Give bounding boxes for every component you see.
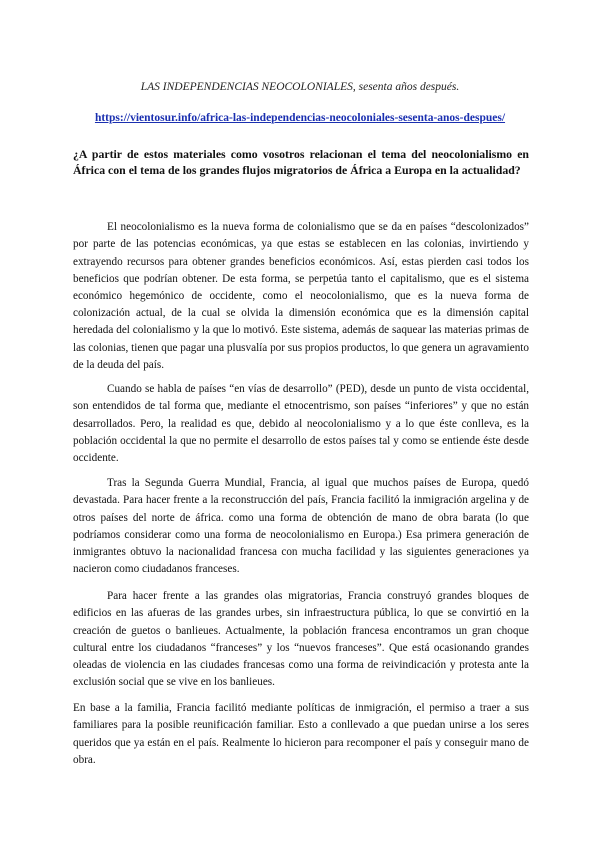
paragraph-banlieues: Para hacer frente a las grandes olas migratorias, Francia construyó grandes bloques de edificios en las afueras de las grandes urbes, sin infraestructura pública, lo que se convirtió en la creación de guetos o banlieues. Actualmente, la población francesa encontramos un gran choque cultural entre los ciudadanos “franceses” y los “nuevos franceses”. Que está ocasionando grandes oleadas de violencia en las ciudades francesas como una forma de reivindicación y protesta ante la exclusión social que se vive en los banlieues. bbox=[73, 590, 529, 689]
title-main: LAS INDEPENDENCIAS NEOCOLONIALES, bbox=[140, 81, 356, 93]
document-title bbox=[0, 80, 600, 94]
title-subtitle: sesenta años después. bbox=[355, 81, 460, 93]
paragraph-family-reunification: En base a la familia, Francia facilitó mediante políticas de inmigración, el permiso a traer a sus familiares para la posible reunificación familiar. Esto a conllevado a que puedan unirse a los seres queridos que ya están en el país. Realmente lo hicieron para recomponer el país y conseguir mano de obra. bbox=[73, 702, 529, 766]
question-heading: ¿A partir de estos materiales como vosotros relacionan el tema del neocolonialismo en África con el tema de los grandes flujos migratorios de África a Europa en la actualidad? bbox=[73, 147, 529, 177]
paragraph-neocolonialism: El neocolonialismo es la nueva forma de colonialismo que se da en países “descolonizados” por parte de las potencias económicas, ya que estas se establecen en las colonias, invirtiendo y extrayendo recursos para obtener grandes beneficios económicos. Así, estas pierden casi todos los beneficios que podrían obtener. De esta forma, se perpetúa tanto el capitalismo, que es el sistema económico hegemónico de occidente, como el neocolonialismo, que es la nueva forma de colonización actual, de la cual se olvida la dimensión económica que es la dimensión capital heredada del colonialismo y la que lo motivó. Este sistema, además de saquear las materias primas de las colonias, tienen que pagar una plusvalía por sus propios productos, lo que genera un agravamiento de la deuda del país. bbox=[73, 221, 529, 371]
paragraph-post-war-france: Tras la Segunda Guerra Mundial, Francia, al igual que muchos países de Europa, quedó devastada. Para hacer frente a la reconstrucción del país, Francia facilitó la inmigración argelina y de otros países del norte de áfrica. como una forma de obtención de mano de obra barata (lo que podríamos considerar como una forma de neocolonialismo en Europa.) Esa primera generación de inmigrantes obtuvo la nacionalidad francesa con mucha facilidad y las siguientes generaciones ya nacieron como ciudadanos franceses. bbox=[73, 477, 529, 576]
source-link[interactable]: https://vientosur.info/africa-las-independencias-neocoloniales-sesenta-anos-despues/ bbox=[94, 112, 506, 124]
paragraph-developing-countries: Cuando se habla de países “en vías de desarrollo” (PED), desde un punto de vista occidental, son entendidos de tal forma que, mediante el etnocentrismo, son países “inferiores” y que no están desarrollados. Pero, la realidad es que, debido al neocolonialismo y a lo que éste conlleva, es la población occidental la que no permite el desarrollo de estos países tal y como se entiende éste desde occidente. bbox=[73, 383, 529, 464]
